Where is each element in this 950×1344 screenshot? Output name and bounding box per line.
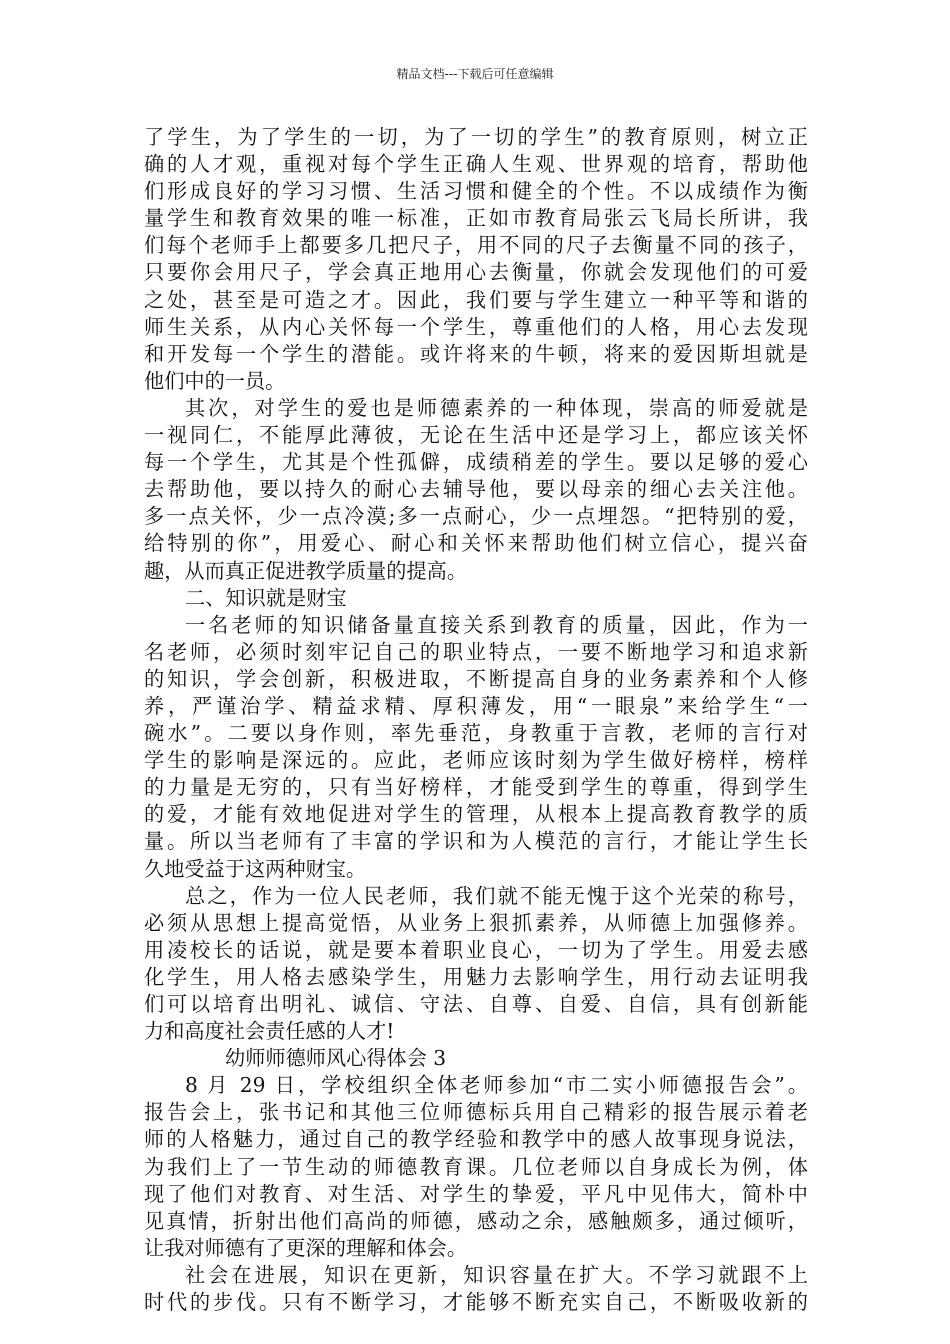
text-line: 一视同仁，不能厚此薄彼，无论在生活中还是学习上，都应该关怀	[144, 423, 808, 448]
text-line: 确的人才观，重视对每个学生正确人生观、世界观的培育，帮助他	[144, 152, 808, 177]
text-line: 量学生和教育效果的唯一标准，正如市教育局张云飞局长所讲，我	[144, 206, 808, 231]
text-line: 用凌校长的话说，就是要本着职业良心，一切为了学生。用爱去感	[144, 937, 808, 962]
text-line: 学生的影响是深远的。应此，老师应该时刻为学生做好榜样，榜样	[144, 748, 808, 773]
text-line: 时代的步伐。只有不断学习，才能够不断充实自己，不断吸收新的	[144, 1290, 808, 1315]
text-line: 只要你会用尺子，学会真正地用心去衡量，你就会发现他们的可爱	[144, 260, 808, 285]
text-line: 见真情，折射出他们高尚的师德，感动之余，感触颇多，通过倾听，	[144, 1208, 808, 1233]
text-line: 了学生，为了学生的一切，为了一切的学生”的教育原则，树立正	[144, 125, 808, 149]
text-line: 师的人格魅力，通过自己的教学经验和教学中的感人故事现身说法，	[144, 1127, 808, 1152]
text-line: 名老师，必须时刻牢记自己的职业特点，一要不断地学习和追求新	[144, 639, 808, 664]
text-line: 的知识，学会创新，积极进取，不断提高自身的业务素养和个人修	[144, 666, 808, 691]
paragraph-last-line: 趣，从而真正促进教学质量的提高。	[144, 558, 468, 583]
paragraph-first-line: 总之，作为一位人民老师，我们就不能无愧于这个光荣的称号，	[185, 883, 808, 908]
text-line: 多一点关怀，少一点冷漠;多一点耐心，少一点埋怨。“把特别的爱，	[144, 504, 808, 529]
text-line: 师生关系，从内心关怀每一个学生，尊重他们的人格，用心去发现	[144, 314, 808, 339]
paragraph-first-line: 8 月 29 日，学校组织全体老师参加“市二实小师德报告会”。	[185, 1073, 808, 1098]
text-line: 们形成良好的学习习惯、生活习惯和健全的个性。不以成绩作为衡	[144, 179, 808, 204]
document-body	[144, 124, 808, 1316]
section-heading: 二、知识就是财宝	[185, 585, 347, 610]
text-line: 们每个老师手上都要多几把尺子，用不同的尺子去衡量不同的孩子，	[144, 233, 808, 258]
paragraph-last-line: 久地受益于这两种财宝。	[144, 856, 367, 881]
text-line: 碗水”。二要以身作则，率先垂范，身教重于言教，老师的言行对	[144, 721, 808, 746]
page-header: 精品文档---下载后可任意编辑	[396, 67, 554, 81]
text-line: 和开发每一个学生的潜能。或许将来的牛顿，将来的爱因斯坦就是	[144, 341, 808, 366]
paragraph-last-line: 他们中的一员。	[144, 368, 286, 393]
text-line: 的力量是无穷的，只有当好榜样，才能受到学生的尊重，得到学生	[144, 775, 808, 800]
text-line: 报告会上，张书记和其他三位师德标兵用自己精彩的报告展示着老	[144, 1100, 808, 1125]
text-line: 必须从思想上提高觉悟，从业务上狠抓素养，从师德上加强修养。	[144, 910, 808, 935]
text-line: 现了他们对教育、对生活、对学生的挚爱，平凡中见伟大，简朴中	[144, 1181, 808, 1206]
text-line: 之处，甚至是可造之才。因此，我们要与学生建立一种平等和谐的	[144, 287, 808, 312]
article-title: 幼师师德师风心得体会 3	[225, 1046, 447, 1071]
paragraph-last-line: 力和高度社会责任感的人才!	[144, 1019, 395, 1044]
text-line: 为我们上了一节生动的师德教育课。几位老师以自身成长为例，体	[144, 1154, 808, 1179]
text-line: 给特别的你”，用爱心、耐心和关怀来帮助他们树立信心，提兴奋	[144, 531, 808, 556]
text-line: 每一个学生，尤其是个性孤僻，成绩稍差的学生。要以足够的爱心	[144, 450, 808, 475]
text-line: 的爱，才能有效地促进对学生的管理，从根本上提高教育教学的质	[144, 802, 808, 827]
text-line: 们可以培育出明礼、诚信、守法、自尊、自爱、自信，具有创新能	[144, 992, 808, 1016]
text-line: 养，严谨治学、精益求精、厚积薄发，用“一眼泉”来给学生“一	[144, 693, 808, 718]
paragraph-first-line: 社会在进展，知识在更新，知识容量在扩大。不学习就跟不上	[185, 1262, 808, 1287]
paragraph-last-line: 让我对师德有了更深的理解和体会。	[144, 1235, 468, 1260]
text-line: 量。所以当老师有了丰富的学识和为人模范的言行，才能让学生长	[144, 829, 808, 854]
text-line: 化学生，用人格去感染学生，用魅力去影响学生，用行动去证明我	[144, 964, 808, 989]
paragraph-first-line: 其次，对学生的爱也是师德素养的一种体现，崇高的师爱就是	[185, 395, 808, 420]
paragraph-first-line: 一名老师的知识储备量直接关系到教育的质量，因此，作为一	[185, 612, 808, 637]
text-line: 去帮助他，要以持久的耐心去辅导他，要以母亲的细心去关注他。	[144, 477, 808, 502]
